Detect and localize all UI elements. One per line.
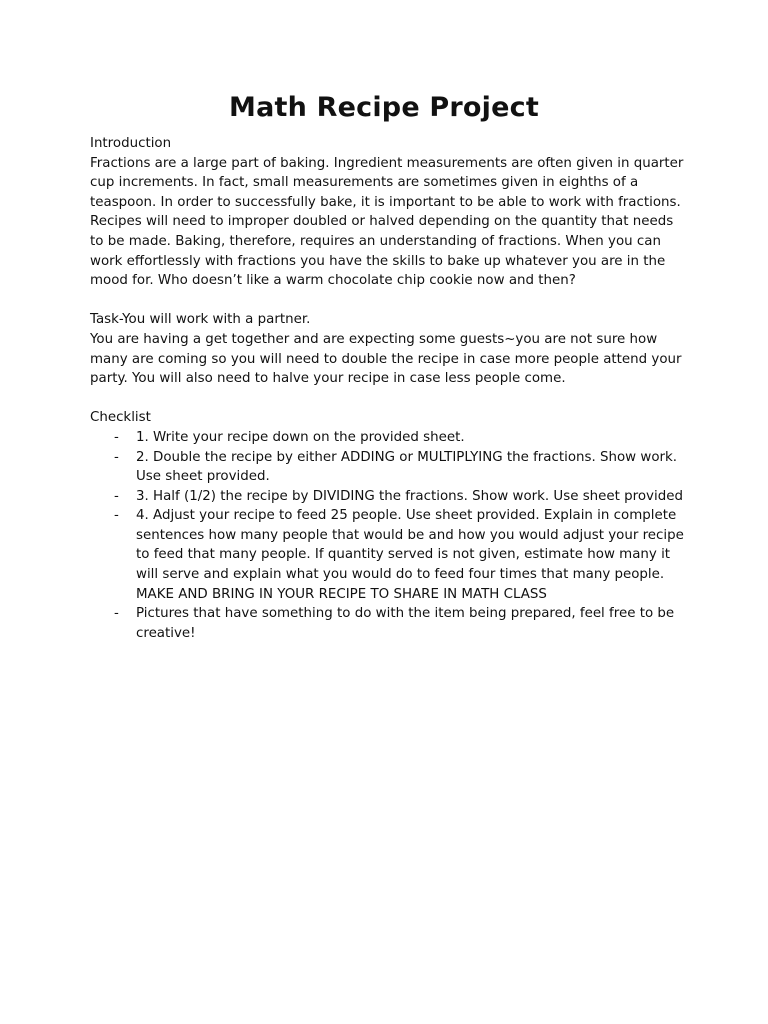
checklist-list (90, 428, 690, 644)
bullet-dash: - (114, 429, 119, 445)
bullet-dash: - (114, 488, 119, 504)
checklist-item-text: 4. Adjust your recipe to feed 25 people. Use sheet provided. Explain in complete sentences how many people that would be and how you would adjust your recipe to feed that many people. If quantity served is not given, estimate how many it will serve and explain what you would do to feed four times that many people. MAKE AND BRING IN YOUR RECIPE TO SHARE IN MATH CLASS (136, 508, 684, 602)
spacer (90, 389, 690, 409)
checklist-item (90, 604, 690, 643)
checklist-item (90, 428, 690, 448)
spacer (90, 291, 690, 311)
bullet-dash: - (114, 449, 119, 465)
checklist-heading: Checklist (90, 410, 151, 426)
checklist-item-text: 2. Double the recipe by either ADDING or MULTIPLYING the fractions. Show work. Use sheet provided. (136, 449, 678, 485)
checklist-item (90, 506, 690, 604)
introduction-heading: Introduction (90, 136, 172, 151)
document-body (90, 134, 690, 643)
checklist-item-text: 1. Write your recipe down on the provided sheet. (136, 429, 465, 445)
checklist-item-text: Pictures that have something to do with the item being prepared, feel free to be creative! (136, 606, 675, 641)
checklist-item (90, 448, 690, 487)
task-paragraph: You are having a get together and are expecting some guests~you are not sure how many are coming so you will need to double the recipe in case more people attend your party. You will also need to halve your recipe in case less people come. (90, 331, 682, 387)
bullet-dash: - (114, 606, 119, 622)
introduction-paragraph: Fractions are a large part of baking. Ingredient measurements are often given in quarter cup increments. In fact, small measurements are sometimes given in eighths of a teaspoon. In order to successfully bake, it is important to be able to work with fractions. Recipes will need to improper doubled or halved depending on the quantity that needs to be made. Baking, therefore, requires an understanding of fractions. When you can work effortlessly with fractions you have the skills to bake up whatever you are in the mood for. Who doesn’t like a warm chocolate chip cookie now and then? (90, 155, 684, 289)
checklist-item (90, 487, 690, 507)
bullet-dash: - (114, 508, 119, 524)
task-heading: Task-You will work with a partner. (90, 312, 311, 328)
checklist-item-text: 3. Half (1/2) the recipe by DIVIDING the fractions. Show work. Use sheet provided (136, 488, 683, 504)
document-title: Math Recipe Project (229, 92, 539, 123)
